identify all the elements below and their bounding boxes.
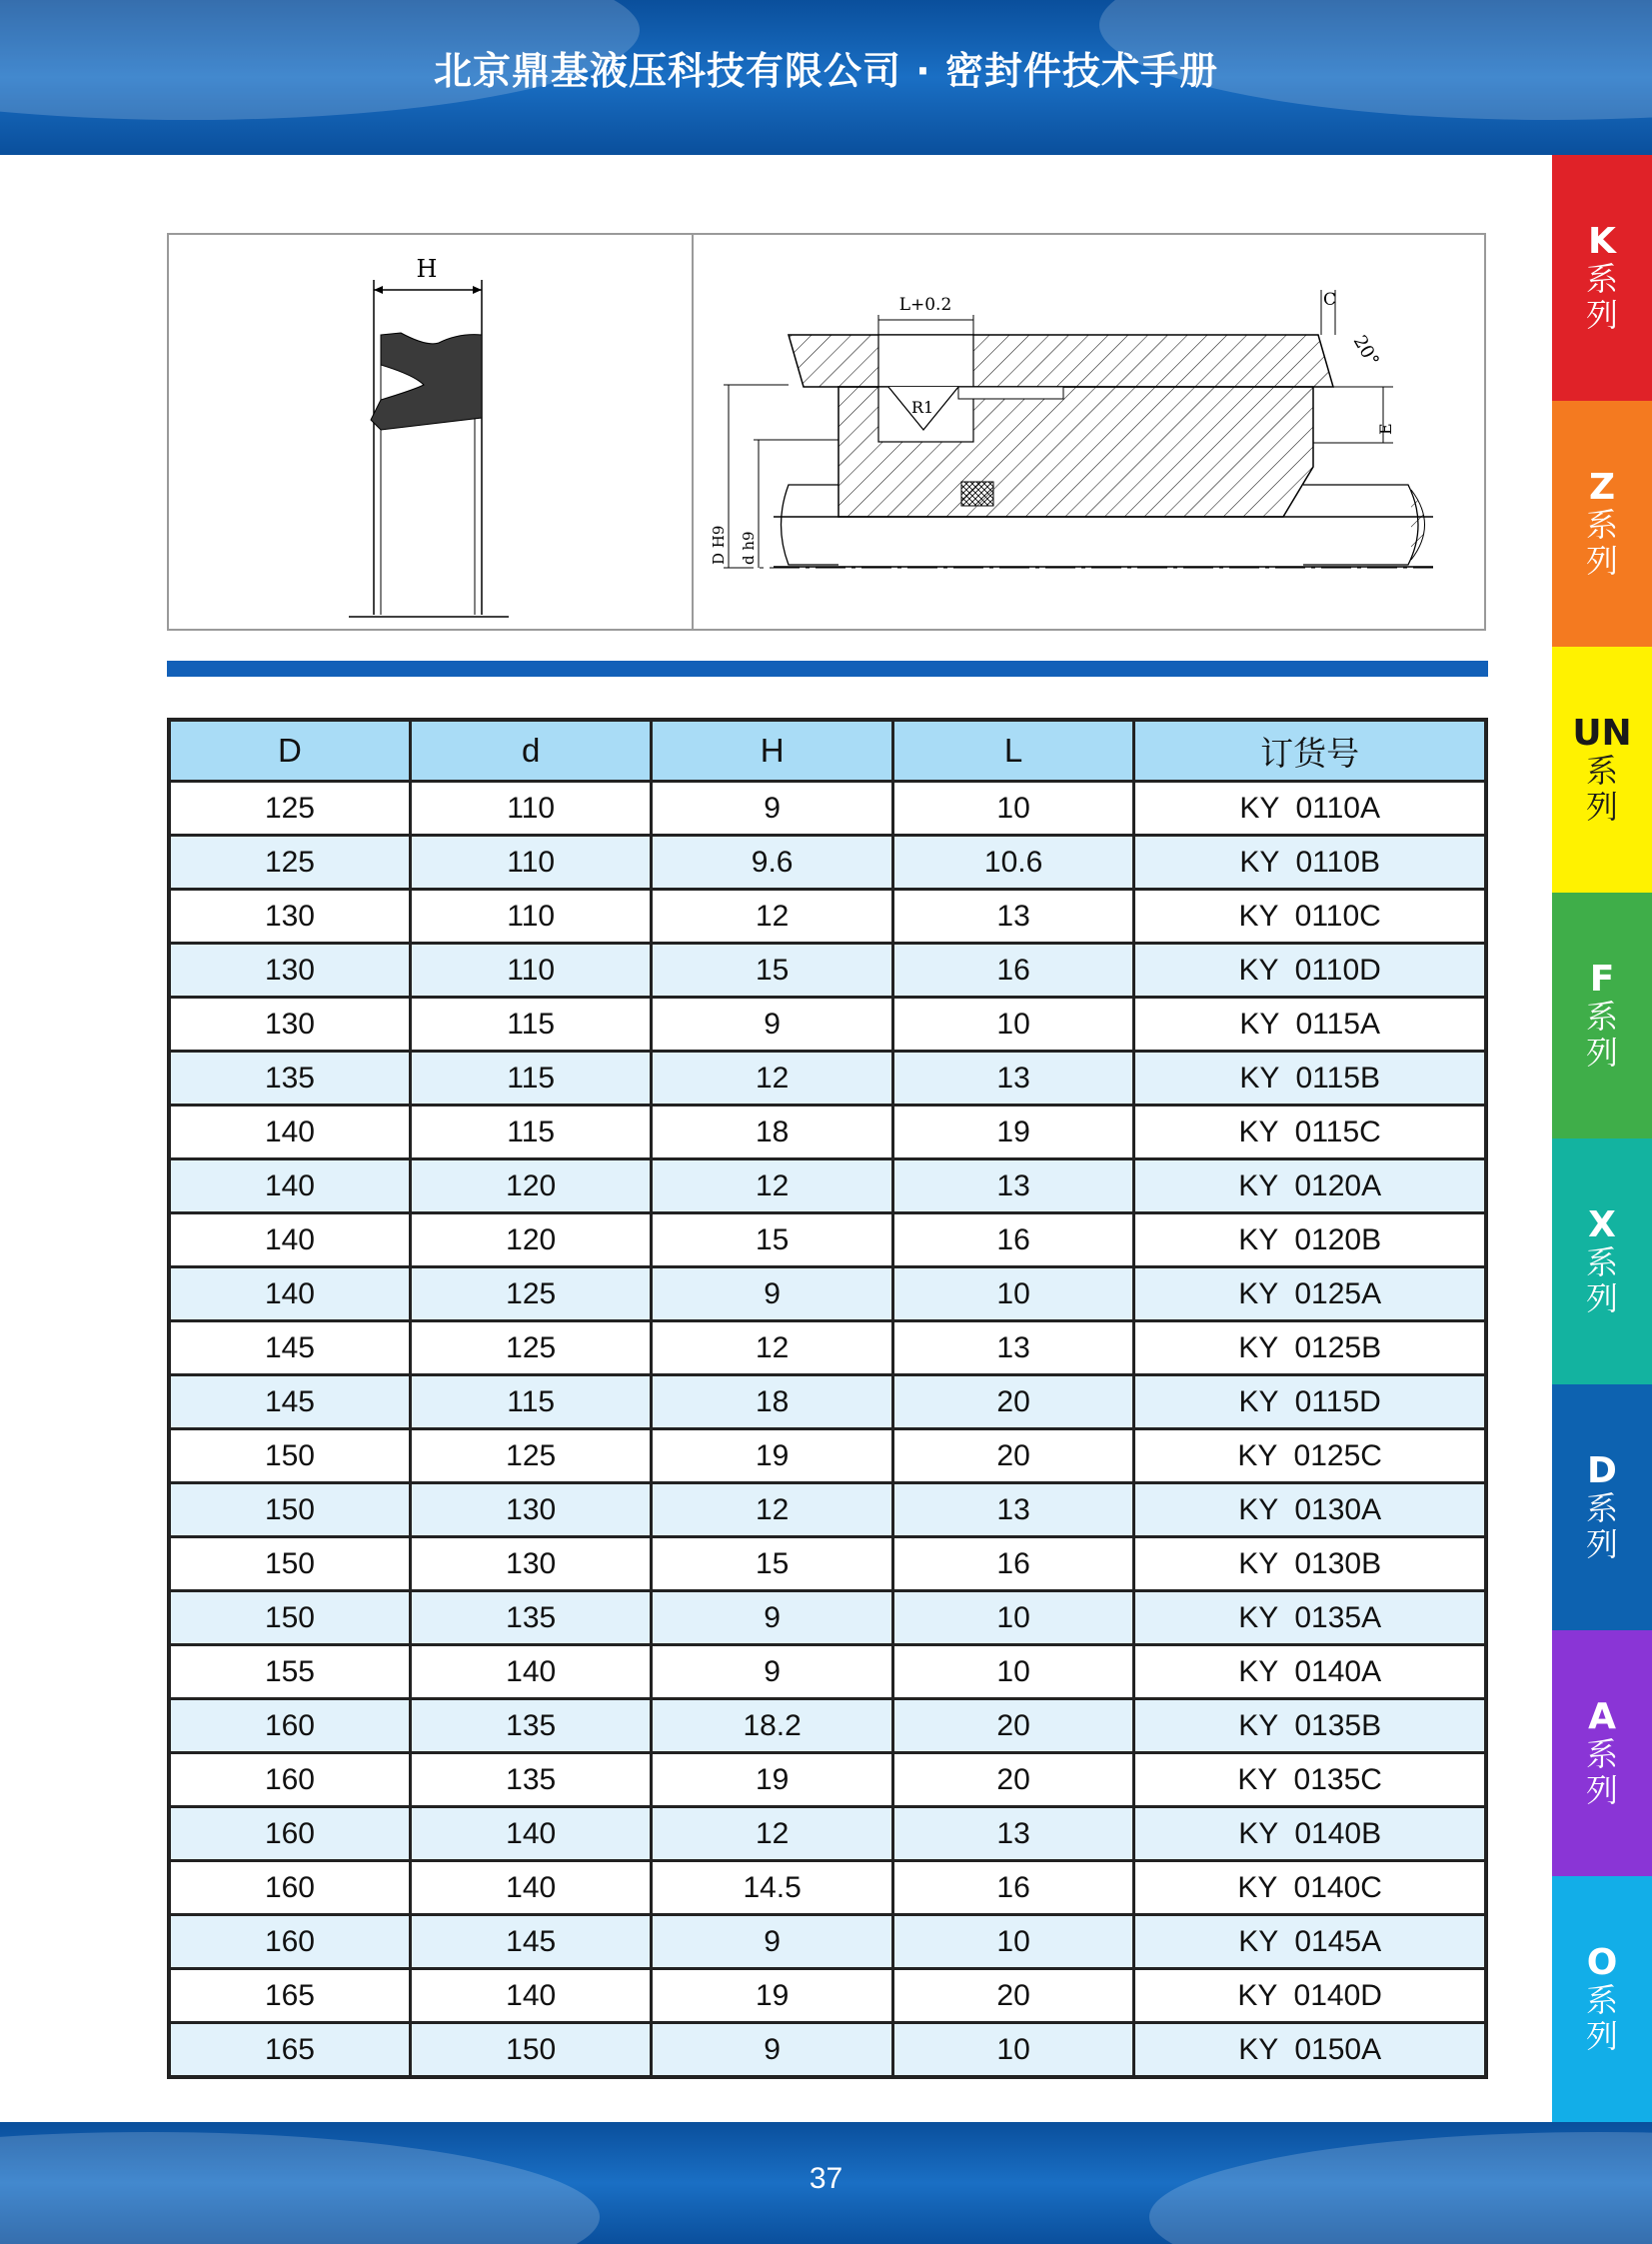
table-row [169,1159,1486,1213]
table-body [169,782,1486,2078]
table-cell: 140 [169,1159,410,1213]
table-row [169,1213,1486,1267]
table-cell: 13 [892,1807,1133,1861]
table-cell: 12 [652,1483,892,1537]
table-cell: KY 0135B [1134,1699,1486,1753]
page-number: 37 [809,2162,843,2195]
series-tab-letter: Z [1588,467,1616,508]
table-cell: 150 [169,1537,410,1591]
label-angle: 20° [1348,332,1383,371]
table-cell: 145 [169,1321,410,1375]
series-tab-char: 列 [1585,296,1618,334]
table-cell: 9 [652,2023,892,2078]
table-cell: 9 [652,1645,892,1699]
table-cell: 160 [169,1753,410,1807]
series-tab-char: 列 [1585,1279,1618,1317]
series-tab-char: 列 [1585,788,1618,826]
table-cell: 135 [410,1591,651,1645]
figure-divider [692,235,694,631]
table-cell: 135 [169,1052,410,1106]
table-cell: 130 [169,944,410,998]
series-tab-char: 列 [1585,1525,1618,1563]
table-row [169,1699,1486,1753]
table-cell: 16 [892,1861,1133,1915]
table-cell: 140 [410,1807,651,1861]
series-tab-6[interactable] [1552,1630,1652,1876]
table-cell: 10 [892,2023,1133,2078]
label-r1: R1 [911,398,934,417]
table-row [169,1321,1486,1375]
label-c: C [1323,290,1337,310]
table-cell: KY 0125A [1134,1267,1486,1321]
series-tab-char: 列 [1585,1034,1618,1072]
table-cell: 18 [652,1375,892,1429]
table-cell: KY 0110C [1134,890,1486,944]
table-cell: 150 [169,1429,410,1483]
table-cell: KY 0135A [1134,1591,1486,1645]
table-cell: KY 0115B [1134,1052,1486,1106]
table-cell: 140 [410,1969,651,2023]
table-cell: 20 [892,1699,1133,1753]
label-h: H [416,255,438,283]
table-cell: 140 [169,1267,410,1321]
table-cell: 12 [652,890,892,944]
series-tab-char: 系 [1585,506,1618,544]
table-cell: KY 0140B [1134,1807,1486,1861]
series-tab-1[interactable] [1552,401,1652,647]
table-row [169,836,1486,890]
table-cell: 125 [169,782,410,836]
table-cell: KY 0110B [1134,836,1486,890]
table-cell: KY 0110D [1134,944,1486,998]
table-cell: KY 0145A [1134,1915,1486,1969]
table-cell: 145 [169,1375,410,1429]
series-tab-char: 列 [1585,1771,1618,1809]
table-row [169,1052,1486,1106]
table-cell: 16 [892,1537,1133,1591]
table-cell: 19 [892,1106,1133,1159]
table-cell: 10.6 [892,836,1133,890]
series-tab-letter: UN [1572,713,1632,754]
table-cell: 20 [892,1429,1133,1483]
table-cell: 10 [892,1267,1133,1321]
table-cell: 110 [410,836,651,890]
table-cell: 125 [410,1267,651,1321]
table-cell: 18 [652,1106,892,1159]
table-cell: KY 0115D [1134,1375,1486,1429]
label-l-dim: L+0.2 [898,295,952,315]
series-tab-7[interactable] [1552,1876,1652,2122]
table-cell: 9 [652,998,892,1052]
table-cell: 155 [169,1645,410,1699]
table-cell: 13 [892,890,1133,944]
table-cell: 130 [169,890,410,944]
table-cell: KY 0120B [1134,1213,1486,1267]
technical-drawing-panel [167,233,1486,631]
series-tab-letter: D [1587,1450,1617,1491]
table-cell: 110 [410,782,651,836]
table-row [169,1645,1486,1699]
table-cell: 9 [652,1267,892,1321]
table-cell: 13 [892,1321,1133,1375]
table-cell: 19 [652,1429,892,1483]
table-row [169,944,1486,998]
col-header-D: D [169,720,410,782]
table-cell: 12 [652,1052,892,1106]
table-cell: 160 [169,1807,410,1861]
series-tab-letter: A [1588,1696,1616,1737]
table-cell: 165 [169,2023,410,2078]
header-banner [0,0,1652,155]
series-tab-char: 列 [1585,542,1618,580]
table-cell: 9 [652,1915,892,1969]
table-row [169,1375,1486,1429]
table-cell: 140 [410,1861,651,1915]
table-row [169,782,1486,836]
series-tab-char: 系 [1585,1981,1618,2019]
label-d-rod: d h9 [740,531,758,565]
table-row [169,998,1486,1052]
table-cell: KY 0130B [1134,1537,1486,1591]
table-row [169,1807,1486,1861]
page-title: 北京鼎基液压科技有限公司 · 密封件技术手册 [434,49,1218,93]
table-row [169,1429,1486,1483]
table-cell: 15 [652,944,892,998]
table-cell: KY 0110A [1134,782,1486,836]
table-row [169,1969,1486,2023]
table-cell: 9 [652,782,892,836]
table-row [169,1267,1486,1321]
section-divider-bar [167,661,1488,677]
table-cell: KY 0140C [1134,1861,1486,1915]
table-cell: 10 [892,1645,1133,1699]
table-cell: 150 [169,1483,410,1537]
table-cell: KY 0135C [1134,1753,1486,1807]
table-cell: KY 0140D [1134,1969,1486,2023]
series-tab-letter: O [1586,1942,1618,1983]
table-row [169,1861,1486,1915]
series-tab-letter: K [1588,221,1616,262]
table-row [169,1753,1486,1807]
table-cell: 16 [892,944,1133,998]
col-header-d: d [410,720,651,782]
table-cell: 18.2 [652,1699,892,1753]
series-tab-char: 系 [1585,998,1618,1036]
series-tab-char: 系 [1585,752,1618,790]
table-cell: 120 [410,1213,651,1267]
table-cell: 12 [652,1321,892,1375]
series-tab-letter: F [1589,959,1615,1000]
table-cell: 10 [892,1915,1133,1969]
table-cell: 140 [410,1645,651,1699]
table-cell: 135 [410,1699,651,1753]
table-cell: 135 [410,1753,651,1807]
table-cell: 115 [410,1106,651,1159]
table-cell: 13 [892,1052,1133,1106]
table-cell: 12 [652,1159,892,1213]
table-cell: KY 0140A [1134,1645,1486,1699]
table-row [169,1915,1486,1969]
series-tab-char: 系 [1585,1243,1618,1281]
table-row [169,2023,1486,2078]
series-tab-3[interactable] [1552,893,1652,1138]
series-tab-char: 系 [1585,260,1618,298]
table-cell: KY 0125B [1134,1321,1486,1375]
seal-cross-section-drawing [169,235,689,629]
table-cell: 120 [410,1159,651,1213]
table-cell: 150 [410,2023,651,2078]
table-cell: 15 [652,1537,892,1591]
series-tabs [1552,155,1652,2122]
table-cell: 125 [169,836,410,890]
table-cell: 10 [892,1591,1133,1645]
col-header-H: H [652,720,892,782]
table-cell: 12 [652,1807,892,1861]
series-tab-0[interactable] [1552,155,1652,401]
table-cell: 14.5 [652,1861,892,1915]
spec-table [167,718,1488,2079]
table-cell: 160 [169,1915,410,1969]
table-cell: 20 [892,1375,1133,1429]
table-cell: KY 0150A [1134,2023,1486,2078]
groove-assembly-drawing [694,235,1487,629]
table-cell: 160 [169,1861,410,1915]
table-cell: KY 0120A [1134,1159,1486,1213]
table-cell: 150 [169,1591,410,1645]
table-row [169,1591,1486,1645]
table-cell: 10 [892,782,1133,836]
table-cell: 130 [410,1537,651,1591]
table-row [169,1537,1486,1591]
series-tab-5[interactable] [1552,1384,1652,1630]
table-cell: 125 [410,1429,651,1483]
table-cell: 19 [652,1969,892,2023]
series-tab-char: 系 [1585,1735,1618,1773]
table-row [169,1106,1486,1159]
label-d-bore: D H9 [710,525,728,565]
table-cell: 130 [410,1483,651,1537]
table-cell: 20 [892,1969,1133,2023]
table-cell: KY 0115C [1134,1106,1486,1159]
table-header-row [169,720,1486,782]
table-cell: KY 0130A [1134,1483,1486,1537]
series-tab-char: 列 [1585,2017,1618,2055]
table-cell: 10 [892,998,1133,1052]
table-cell: 160 [169,1699,410,1753]
label-e: E [1376,423,1395,435]
table-row [169,890,1486,944]
table-cell: 13 [892,1159,1133,1213]
table-cell: 140 [169,1213,410,1267]
table-cell: KY 0115A [1134,998,1486,1052]
table-cell: 115 [410,998,651,1052]
table-cell: 145 [410,1915,651,1969]
series-tab-4[interactable] [1552,1138,1652,1384]
table-cell: 9 [652,1591,892,1645]
col-header-order-no: 订货号 [1134,720,1486,782]
table-row [169,1483,1486,1537]
table-cell: 16 [892,1213,1133,1267]
table-cell: 110 [410,890,651,944]
col-header-L: L [892,720,1133,782]
table-cell: 110 [410,944,651,998]
table-cell: 20 [892,1753,1133,1807]
table-cell: 13 [892,1483,1133,1537]
series-tab-2[interactable] [1552,647,1652,893]
table-cell: 130 [169,998,410,1052]
table-cell: 19 [652,1753,892,1807]
table-cell: 115 [410,1375,651,1429]
table-cell: 165 [169,1969,410,2023]
series-tab-char: 系 [1585,1489,1618,1527]
footer-banner [0,2122,1652,2244]
table-cell: 15 [652,1213,892,1267]
series-tab-letter: X [1588,1204,1616,1245]
table-cell: 9.6 [652,836,892,890]
table-cell: 125 [410,1321,651,1375]
table-cell: 140 [169,1106,410,1159]
table-cell: KY 0125C [1134,1429,1486,1483]
table-cell: 115 [410,1052,651,1106]
